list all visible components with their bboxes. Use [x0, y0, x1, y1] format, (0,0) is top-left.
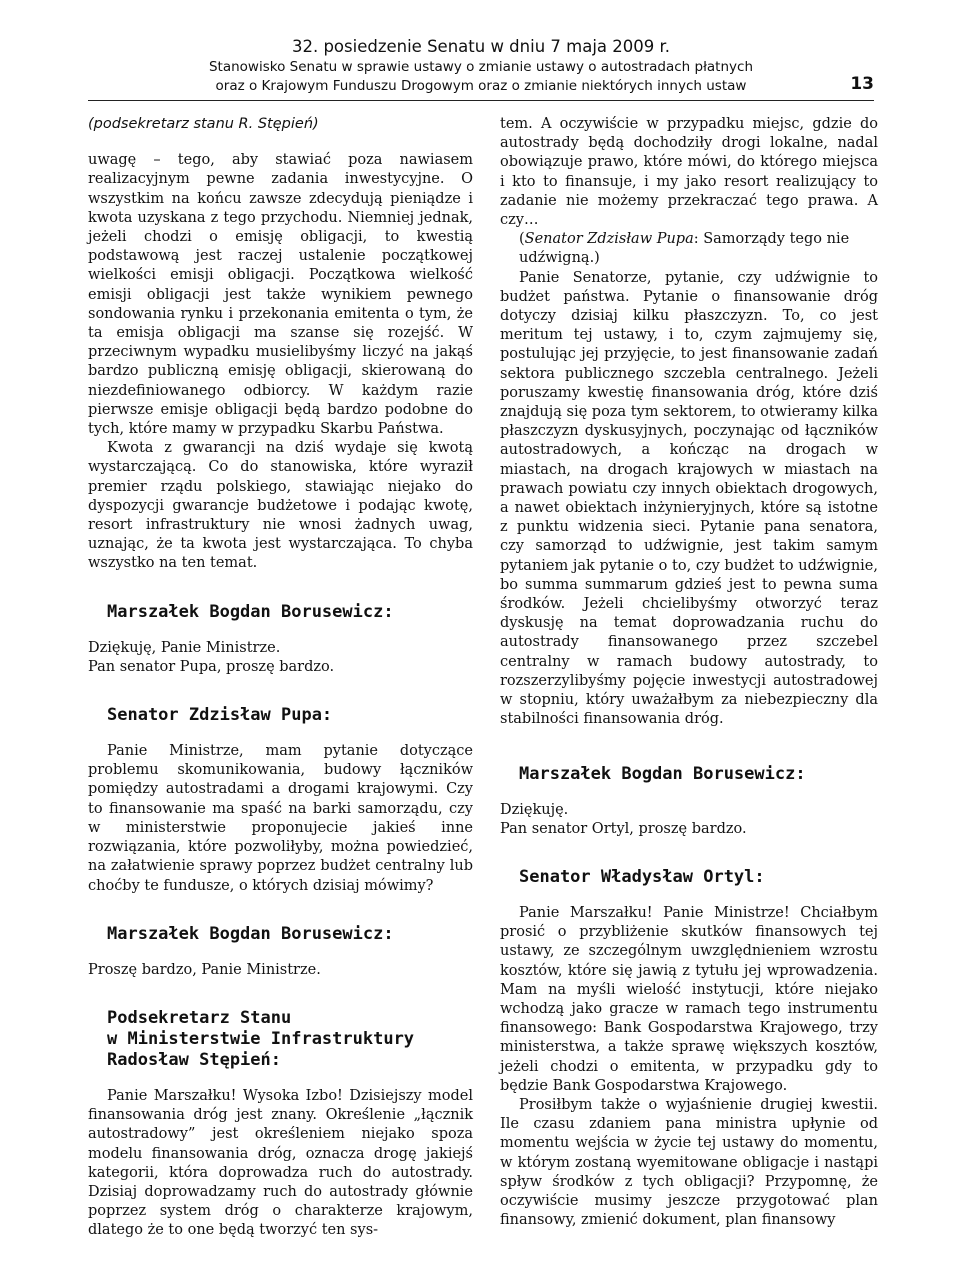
paragraph: Pan senator Pupa, proszę bardzo.	[88, 658, 335, 675]
interjection	[500, 230, 878, 268]
paragraph: uwagę – tego, aby stawiać poza nawiasem realizacyjnym pewne zadania inwestycyjne. O wszystkim na końcu zawsze zdecydują pieniądze i kwota uzyskana z tego przychodu. Niemniej jednak, jeżeli chodzi o emisję obligacji, to kwestią podstawową jest raczej ustalenie początkowej wielkości emisji obligacji. Początkowa wielkość emisji obligacji jest także wynikiem pewnego sondowania rynku i przekonania emitenta o tym, że ta emisja obligacji ma szanse się rozejść. W przeciwnym wypadku musielibyśmy liczyć na jakąś bardzo publiczną emisję obligacji, skierowaną do niezdefiniowanego odbiorcy. W każdym razie pierwsze emisje obligacji będą bardzo podobne do tych, które mamy w przypadku Skarbu Państwa.	[88, 152, 473, 438]
paragraph: Dziękuję, Panie Ministrze.	[88, 639, 281, 656]
speaker-heading: Senator Władysław Ortyl:	[519, 866, 765, 887]
paragraph: Panie Ministrze, mam pytanie dotyczące problemu skomunikowania, budowy łączników pomiędzy autostradami a drogami krajowymi. Czy to finansowanie ma spaść na barki samorządu, czy w ministerstwie proponujecie jakieś inne rozwiązania, które pozwoliłyby, można powiedzieć, na załatwienie sprawy poprzez budżet centralny lub choćby te fundusze, o których dzisiaj mówimy?	[88, 743, 473, 894]
paragraph: Pan senator Ortyl, proszę bardzo.	[500, 820, 747, 837]
paragraph: Prosiłbym także o wyjaśnienie drugiej kwestii. Ile czasu zdaniem pana ministra upłynie od momentu wejścia w życie tej ustawy do momentu, w którym zostaną wyemitowane obligacje i nastąpi spływ środków z tych obligacji? Przypomnę, że oczywiście musimy jeszcze przygotować plan finansowy, zmienić dokument, plan finansowy	[500, 1096, 878, 1229]
right-column	[500, 115, 878, 1230]
interjection-speaker: Senator Zdzisław Pupa	[524, 231, 694, 248]
page-number: 13	[850, 74, 874, 94]
header-rule	[88, 100, 874, 101]
speaker-heading: Podsekretarz Stanu w Ministerstwie Infrastruktury Radosław Stępień:	[107, 1007, 415, 1070]
interjection-text: : Samorządy tego nie udźwigną.)	[519, 231, 850, 267]
interjection-open: (	[519, 231, 525, 248]
session-title: 32. posiedzenie Senatu w dniu 7 maja 2009 r.	[291, 37, 671, 56]
left-column	[88, 115, 473, 1241]
speaker-context: (podsekretarz stanu R. Stępień)	[88, 116, 319, 132]
paragraph: tem. A oczywiście w przypadku miejsc, gdzie do autostrady będą dochodziły drogi lokalne, nadal obowiązuje prawo, które mówi, do którego miejsca i kto to finansuje, i my jako resort realizujący to zadanie nie możemy przekraczać tego prawa. A czy…	[500, 116, 878, 229]
paragraph: Proszę bardzo, Panie Ministrze.	[88, 961, 321, 978]
paragraph: Panie Senatorze, pytanie, czy udźwignie to budżet państwa. Pytanie o finansowanie dróg dotyczy dzisiaj kilku płaszczyzn. To, co jest meritum tej ustawy, i to, czym zajmujemy się, postulując jej przyjęcie, to jest finansowanie zadań sektora publicznego szczebla centralnego. Jeżeli poruszamy kwestię finansowania dróg, które dziś znajdują się poza tym sektorem, to otwieramy kilka płaszczyzn dyskusyjnych, poczynając od łączników autostradowych, a kończąc na drogach w miastach, na drogach krajowych w miastach na prawach powiatu czy innych obiektach drogowych, a nawet obiektach inżynieryjnych, które są istotne z punktu widzenia sieci. Pytanie pana senatora, czy samorząd to udźwignie, jest takim samym pytaniem jak pytanie o to, czy budżet to udźwignie, bo summa summarum gdzieś jest to pewna suma środków. Jeżeli chcielibyśmy otworzyć teraz dyskusję na temat doprowadzania ruchu do autostrady finansowanego przez szczebel centralny w ramach budowy autostrady, to rozszerzylibyśmy pojęcie inwestycji autostradowej w stopniu, który uważałbym za niebezpieczny dla stabilności finansowania dróg.	[500, 269, 878, 728]
speaker-heading: Marszałek Bogdan Borusewicz:	[107, 601, 394, 622]
speaker-heading: Marszałek Bogdan Borusewicz:	[519, 763, 806, 784]
paragraph: Panie Marszałku! Wysoka Izbo! Dzisiejszy model finansowania dróg jest znany. Określenie „łącznik autostradowy” jest określeniem niejako spoza modelu finansowania dróg, oznacza drogę jakiejś kategorii, która doprowadza ruch do autostrady. Dzisiaj doprowadzamy ruch do autostrady głównie poprzez system dróg o charakterze krajowym, dlatego że to one będą tworzyć ten sys-	[88, 1087, 473, 1239]
header-subject-line-1: Stanowisko Senatu w sprawie ustawy o zmianie ustawy o autostradach płatnych	[208, 59, 753, 75]
paragraph: Dziękuję.	[500, 801, 569, 818]
running-header	[88, 36, 874, 96]
paragraph: Kwota z gwarancji na dziś wydaje się kwotą wystarczającą. Co do stanowiska, które wyraził premier rządu polskiego, stawiając niejako do dyspozycji gwarancje budżetowe i podając kwotę, resort infrastruktury nie wnosi żadnych uwag, uznając, że ta kwota jest wystarczająca. To chyba wszystko na ten temat.	[88, 440, 473, 572]
header-subject-line-2: oraz o Krajowym Funduszu Drogowym oraz o zmianie niektórych innych ustaw	[215, 78, 747, 94]
speaker-heading: Senator Zdzisław Pupa:	[107, 705, 333, 726]
speaker-heading: Marszałek Bogdan Borusewicz:	[107, 923, 394, 944]
paragraph: Panie Marszałku! Panie Ministrze! Chciałbym prosić o przybliżenie skutków finansowych tej ustawy, ze szczególnym uwzględnieniem wzrostu kosztów, które się jawią z tytułu jej wprowadzenia. Mam na myśli wielość instytucji, które niejako wchodzą jako gracze w ramach tego instrumentu finansowego: Bank Gospodarstwa Krajowego, trzy ministerstwa, a także sprawę większych kosztów, jeżeli chodzi o emitenta, w przypadku gdy to będzie Bank Gospodarstwa Krajowego.	[500, 904, 878, 1094]
